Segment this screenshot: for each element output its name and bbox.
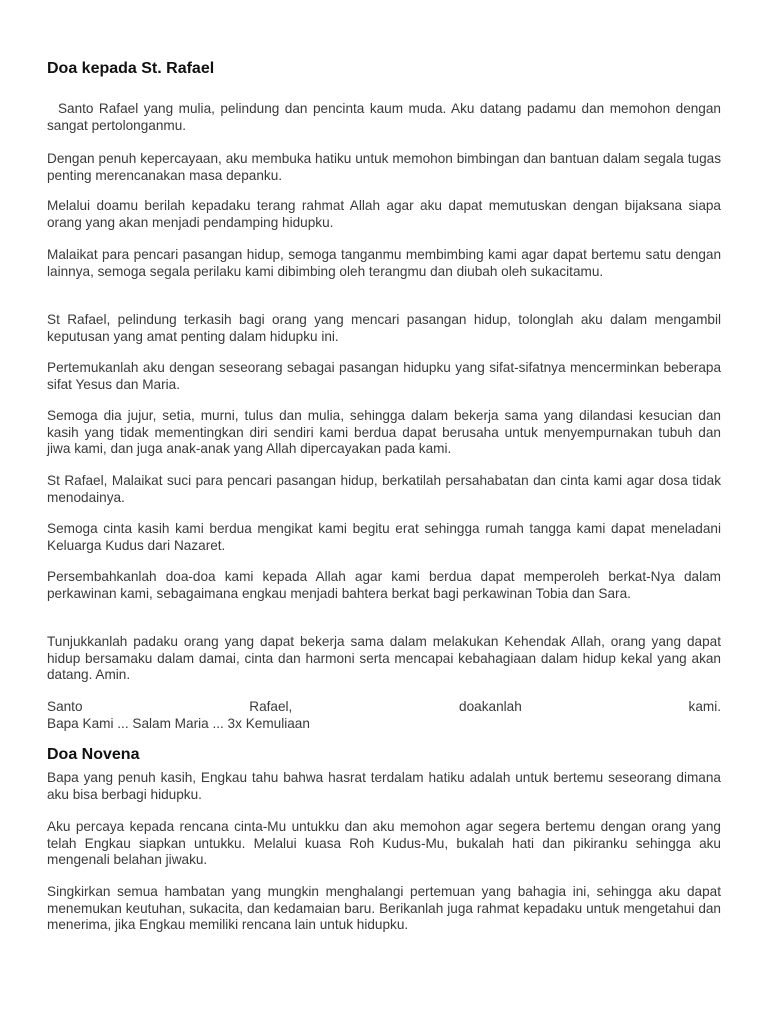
paragraph: Melalui doamu berilah kepadaku terang rahmat Allah agar aku dapat memutuskan dengan bijaksana siapa orang yang akan menjadi pendamping hidupku. [47, 198, 721, 230]
paragraph: Malaikat para pencari pasangan hidup, semoga tanganmu membimbing kami agar dapat bertemu satu dengan lainnya, semoga segala perilaku kami dibimbing oleh terangmu dan diubah oleh sukacitamu. [47, 247, 721, 279]
paragraph: Persembahkanlah doa-doa kami kepada Allah agar kami berdua dapat memperoleh berkat-Nya dalam perkawinan kami, sebagaimana engkau menjadi bahtera berkat bagi perkawinan Tobia dan Sara. [47, 569, 721, 601]
closing-word: Rafael, [249, 699, 293, 714]
paragraph: Tunjukkanlah padaku orang yang dapat bekerja sama dalam melakukan Kehendak Allah, orang yang dapat hidup bersamaku dalam damai, cinta dan harmoni serta mencapai kebahagiaan dalam hidup kekal yang akan datang. Amin. [47, 634, 721, 682]
paragraph: Singkirkan semua hambatan yang mungkin menghalangi pertemuan yang bahagia ini, sehingga aku dapat menemukan keutuhan, sukacita, dan kedamaian baru. Berikanlah juga rahmat kepadaku untuk mengetahui dan menerima, jika Engkau memiliki rencana lain untuk hidupku. [47, 884, 721, 932]
section-title-doa-novena: Doa Novena [47, 746, 140, 763]
paragraph: Santo Rafael yang mulia, pelindung dan pencinta kaum muda. Aku datang padamu dan memohon dengan sangat pertolonganmu. [47, 101, 721, 133]
closing-invocation [47, 699, 721, 732]
paragraph: Dengan penuh kepercayaan, aku membuka hatiku untuk memohon bimbingan dan bantuan dalam segala tugas penting merencanakan masa depanku. [47, 151, 721, 183]
paragraph: Pertemukanlah aku dengan seseorang sebagai pasangan hidupku yang sifat-sifatnya mencerminkan beberapa sifat Yesus dan Maria. [47, 360, 721, 392]
closing-word: Santo [47, 699, 83, 714]
paragraph: St Rafael, pelindung terkasih bagi orang yang mencari pasangan hidup, tolonglah aku dalam mengambil keputusan yang amat penting dalam hidupku ini. [47, 312, 721, 344]
paragraph: St Rafael, Malaikat suci para pencari pasangan hidup, berkatilah persahabatan dan cinta kami agar dosa tidak menodainya. [47, 473, 721, 505]
paragraph: Bapa yang penuh kasih, Engkau tahu bahwa hasrat terdalam hatiku adalah untuk bertemu seseorang dimana aku bisa berbagi hidupku. [47, 770, 721, 802]
paragraph: Semoga cinta kasih kami berdua mengikat kami begitu erat sehingga rumah tangga kami dapat meneladani Keluarga Kudus dari Nazaret. [47, 521, 721, 553]
closing-line-2: Bapa Kami ... Salam Maria ... 3x Kemuliaan [47, 715, 310, 731]
paragraph: Aku percaya kepada rencana cinta-Mu untukku dan aku memohon agar segera bertemu dengan orang yang telah Engkau siapkan untukku. Melalui kuasa Roh Kudus-Mu, bukalah hati dan pikiranku sehingga aku mengenali belahan jiwaku. [47, 819, 721, 867]
section-title-st-rafael: Doa kepada St. Rafael [47, 60, 215, 77]
closing-line-1 [47, 699, 721, 716]
closing-word: kami. [688, 699, 721, 714]
closing-word: doakanlah [459, 699, 522, 714]
paragraph: Semoga dia jujur, setia, murni, tulus dan mulia, sehingga dalam bekerja sama yang dilandasi kesucian dan kasih yang tidak mementingkan diri sendiri kami berdua dapat berusaha untuk menyempurnakan tubuh dan jiwa kami, dan juga anak-anak yang Allah dipercayakan pada kami. [47, 408, 721, 456]
